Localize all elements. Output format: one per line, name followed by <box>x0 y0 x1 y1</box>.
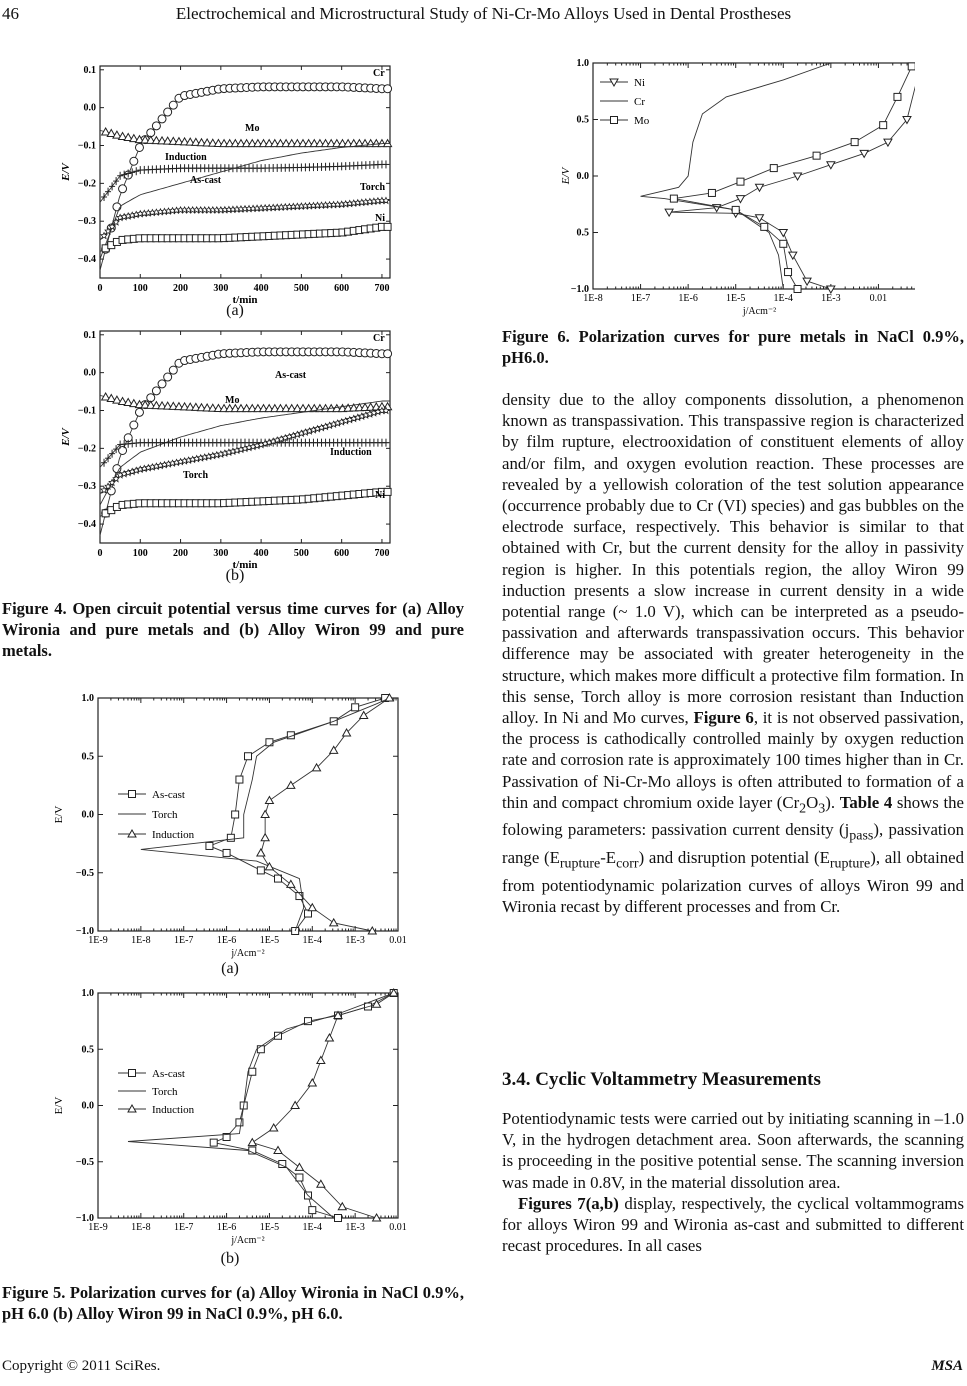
svg-text:0.0: 0.0 <box>83 102 96 114</box>
svg-text:j/Acm⁻²: j/Acm⁻² <box>742 306 777 317</box>
text-span: ). <box>825 792 840 812</box>
svg-text:Torch: Torch <box>183 470 209 481</box>
figure-7-reference[interactable]: Figures 7(a,b) <box>518 1193 619 1213</box>
svg-text:1E-6: 1E-6 <box>216 1222 237 1233</box>
svg-text:0.01: 0.01 <box>389 1222 407 1233</box>
page-header <box>0 0 967 30</box>
svg-text:300: 300 <box>213 283 229 294</box>
svg-text:Induction: Induction <box>152 1104 195 1116</box>
svg-text:j/Acm⁻²: j/Acm⁻² <box>231 1235 265 1246</box>
svg-text:0.5: 0.5 <box>81 751 94 763</box>
svg-text:As-cast: As-cast <box>190 175 222 186</box>
svg-text:−0.4: −0.4 <box>77 519 96 531</box>
svg-text:0.0: 0.0 <box>81 809 94 821</box>
svg-text:Ni: Ni <box>634 77 645 89</box>
svg-text:1.0: 1.0 <box>576 58 589 69</box>
svg-text:100: 100 <box>132 283 148 294</box>
svg-text:Torch: Torch <box>152 1086 178 1098</box>
svg-text:Torch: Torch <box>360 182 386 193</box>
svg-text:As-cast: As-cast <box>152 1068 185 1080</box>
table-4-reference[interactable]: Table 4 <box>839 792 893 812</box>
svg-text:1.0: 1.0 <box>81 693 94 704</box>
svg-text:1E-7: 1E-7 <box>630 293 651 304</box>
subscript: corr <box>616 856 639 872</box>
svg-text:Mo: Mo <box>634 115 650 127</box>
svg-text:E/V: E/V <box>53 1096 65 1115</box>
figure-5b-chart <box>48 985 418 1255</box>
svg-text:400: 400 <box>253 283 269 294</box>
svg-text:−0.3: −0.3 <box>77 481 96 493</box>
svg-text:1E-9: 1E-9 <box>88 1222 108 1233</box>
svg-text:1.0: 1.0 <box>81 988 94 999</box>
text-span: ), passivation range (E <box>502 820 964 867</box>
figure-5a-label: (a) <box>221 960 239 977</box>
svg-text:−0.2: −0.2 <box>77 443 96 455</box>
figure-6-chart <box>555 55 915 325</box>
svg-text:−0.5: −0.5 <box>75 1156 94 1168</box>
svg-text:0.5: 0.5 <box>81 1044 94 1056</box>
svg-text:0: 0 <box>97 548 103 559</box>
body-text-column-2 <box>502 1108 964 1256</box>
svg-text:1E-3: 1E-3 <box>821 293 841 304</box>
svg-text:0.5: 0.5 <box>576 114 589 126</box>
svg-text:0.1: 0.1 <box>83 329 96 341</box>
svg-text:500: 500 <box>293 283 309 294</box>
figure-5a-chart <box>48 690 418 960</box>
subscript: 2 <box>799 801 807 817</box>
svg-text:t/min: t/min <box>232 559 258 571</box>
svg-text:−0.2: −0.2 <box>77 178 96 190</box>
svg-text:0.01: 0.01 <box>869 293 888 304</box>
svg-text:0.0: 0.0 <box>576 171 589 182</box>
svg-text:700: 700 <box>374 283 390 294</box>
svg-text:Cr: Cr <box>373 68 385 79</box>
svg-text:j/Acm⁻²: j/Acm⁻² <box>231 948 265 959</box>
text-span: O <box>806 792 819 812</box>
svg-text:0.1: 0.1 <box>83 64 96 76</box>
svg-text:−0.3: −0.3 <box>77 216 96 228</box>
svg-text:E/V: E/V <box>60 163 72 181</box>
svg-text:Induction: Induction <box>152 829 195 841</box>
svg-text:Ni: Ni <box>375 490 385 501</box>
svg-text:1E-5: 1E-5 <box>259 935 280 946</box>
svg-text:400: 400 <box>253 548 269 559</box>
svg-text:−1.0: −1.0 <box>570 284 589 295</box>
subscript: rupture <box>829 856 871 872</box>
svg-text:E/V: E/V <box>560 167 572 185</box>
svg-text:1E-3: 1E-3 <box>345 935 365 946</box>
svg-text:1E-6: 1E-6 <box>216 935 237 946</box>
subscript: 3 <box>818 801 826 817</box>
figure-4a-chart <box>55 58 400 308</box>
figure-5b-label: (b) <box>220 1250 240 1267</box>
svg-text:Induction: Induction <box>165 152 207 163</box>
svg-text:200: 200 <box>173 548 189 559</box>
svg-text:500: 500 <box>293 548 309 559</box>
svg-text:Ni: Ni <box>375 213 385 224</box>
svg-text:1E-4: 1E-4 <box>302 1222 323 1233</box>
svg-text:300: 300 <box>213 548 229 559</box>
svg-text:1E-8: 1E-8 <box>131 935 151 946</box>
svg-text:1E-7: 1E-7 <box>173 935 194 946</box>
paragraph-transpassivation <box>502 389 964 917</box>
text-span: -E <box>600 847 617 867</box>
svg-text:1E-9: 1E-9 <box>88 935 108 946</box>
subscript: pass <box>849 828 874 844</box>
svg-text:1E-4: 1E-4 <box>773 293 794 304</box>
svg-text:E/V: E/V <box>53 805 65 824</box>
svg-text:−0.1: −0.1 <box>77 405 96 417</box>
subscript: rupture <box>559 856 601 872</box>
svg-text:−0.4: −0.4 <box>77 254 96 266</box>
paragraph-potentiodynamic: Potentiodynamic tests were carried out by initiating scanning in –1.0 V, in the hydrogen detachment area. Soon afterwards, the scanning is proceeding in the positive potential sense. The scanning inversion was made in 0.8V, in the material dissolution area. <box>502 1109 964 1192</box>
figure-5-caption: Figure 5. Polarization curves for (a) Alloy Wironia in NaCl 0.9%, pH 6.0 (b) Alloy Wiron 99 in NaCl 0.9%, pH 6.0. <box>2 1283 464 1323</box>
svg-text:As-cast: As-cast <box>275 370 307 381</box>
text-span: display, respectively, the cyclical voltammograms for alloys Wiron 99 and Wironia as-cast and submitted to different recast procedures. In all cases <box>502 1193 964 1256</box>
svg-text:1E-7: 1E-7 <box>173 1222 194 1233</box>
svg-text:0: 0 <box>97 283 103 294</box>
svg-text:1E-3: 1E-3 <box>345 1222 365 1233</box>
svg-text:Mo: Mo <box>225 395 240 406</box>
figure-6-reference[interactable]: Figure 6 <box>693 708 754 728</box>
svg-text:1E-6: 1E-6 <box>678 293 698 304</box>
text-span: density due to the alloy components dissolution, a phenomenon known as transpassivation. This transpassive region is characterized by film rupture, electrooxidation of constituent elements of alloy and/or film, and oxygen evolution reaction. These processes are revealed by a yellowish coloration of the test solution appearance (occurrence probably due to Cr (VI) species) and gas bubbles on the electrode surface, respectively. This behavior is similar to that obtained with Cr, but the current density for the alloy in passivity region is higher. In this potentials region, the alloy Wiron 99 induction presents a slow increase in current density in a wide potential range (~ 1.0 V), which can be interpreted as a pseudo-passivation and afterwards transpassivation occurs. This behavior difference may be associated with greater heterogeneity in the structure, which makes more difficult a protective film formation. In this sense, Torch alloy is more corrosion resistant than Induction alloy. In Ni and Mo curves, <box>502 390 964 728</box>
svg-text:600: 600 <box>334 283 350 294</box>
page-number: 46 <box>2 4 19 23</box>
figure-4-caption: Figure 4. Open circuit potential versus time curves for (a) Alloy Wironia and pure metals and (b) Alloy Wiron 99 and pure metals. <box>2 599 464 660</box>
svg-text:700: 700 <box>374 548 390 559</box>
svg-text:E/V: E/V <box>60 428 72 446</box>
figure-4a-label: (a) <box>226 302 244 319</box>
section-heading: 3.4. Cyclic Voltammetry Measurements <box>502 1069 821 1090</box>
copyright-text: Copyright © 2011 SciRes. <box>2 1358 161 1374</box>
figure-4b-label: (b) <box>225 567 245 584</box>
svg-text:100: 100 <box>132 548 148 559</box>
svg-text:Induction: Induction <box>330 447 372 458</box>
figure-6-caption: Figure 6. Polarization curves for pure metals in NaCl 0.9%, pH6.0. <box>502 327 964 367</box>
figure-4b-chart <box>55 323 400 573</box>
svg-text:Mo: Mo <box>245 123 260 134</box>
svg-text:1E-4: 1E-4 <box>302 935 323 946</box>
text-span: ) and disruption potential (E <box>638 847 830 867</box>
running-title: Electrochemical and Microstructural Study of Ni-Cr-Mo Alloys Used in Dental Prostheses <box>175 4 792 23</box>
svg-text:−1.0: −1.0 <box>75 1213 94 1224</box>
paragraph-figures-7 <box>502 1193 964 1257</box>
svg-text:0.0: 0.0 <box>81 1100 94 1112</box>
svg-text:Cr: Cr <box>373 333 385 344</box>
svg-text:1E-8: 1E-8 <box>131 1222 151 1233</box>
svg-text:0.0: 0.0 <box>83 367 96 379</box>
svg-text:0.5: 0.5 <box>576 227 589 239</box>
svg-text:200: 200 <box>173 283 189 294</box>
text-span: shows the folowing parameters: passivation current density (j <box>502 792 964 840</box>
svg-text:Torch: Torch <box>152 809 178 821</box>
svg-text:600: 600 <box>334 548 350 559</box>
body-text-column <box>502 389 964 917</box>
text-span: ), all obtained from potentiodynamic polarization curves of alloys Wiron 99 and Wironia recast by different processes and from Cr. <box>502 847 965 916</box>
journal-abbrev: MSA <box>931 1358 963 1374</box>
svg-text:1E-5: 1E-5 <box>259 1222 280 1233</box>
svg-text:−0.5: −0.5 <box>75 867 94 879</box>
svg-text:1E-8: 1E-8 <box>583 293 603 304</box>
svg-text:1E-5: 1E-5 <box>725 293 746 304</box>
svg-text:0.01: 0.01 <box>389 935 407 946</box>
svg-text:−1.0: −1.0 <box>75 926 94 937</box>
svg-text:Cr: Cr <box>634 96 645 108</box>
text-span: , it is not observed passivation, the process is cathodically controlled mainly by oxygen reduction rate and corrosion rate is approximately 100 times higher than in Cr. Passivation of Ni-Cr-Mo alloys is often attributed to formation of a thin and compact chromium oxide layer (Cr <box>502 708 964 812</box>
svg-text:−0.1: −0.1 <box>77 140 96 152</box>
svg-text:As-cast: As-cast <box>152 789 185 801</box>
svg-text:t/min: t/min <box>232 294 258 306</box>
